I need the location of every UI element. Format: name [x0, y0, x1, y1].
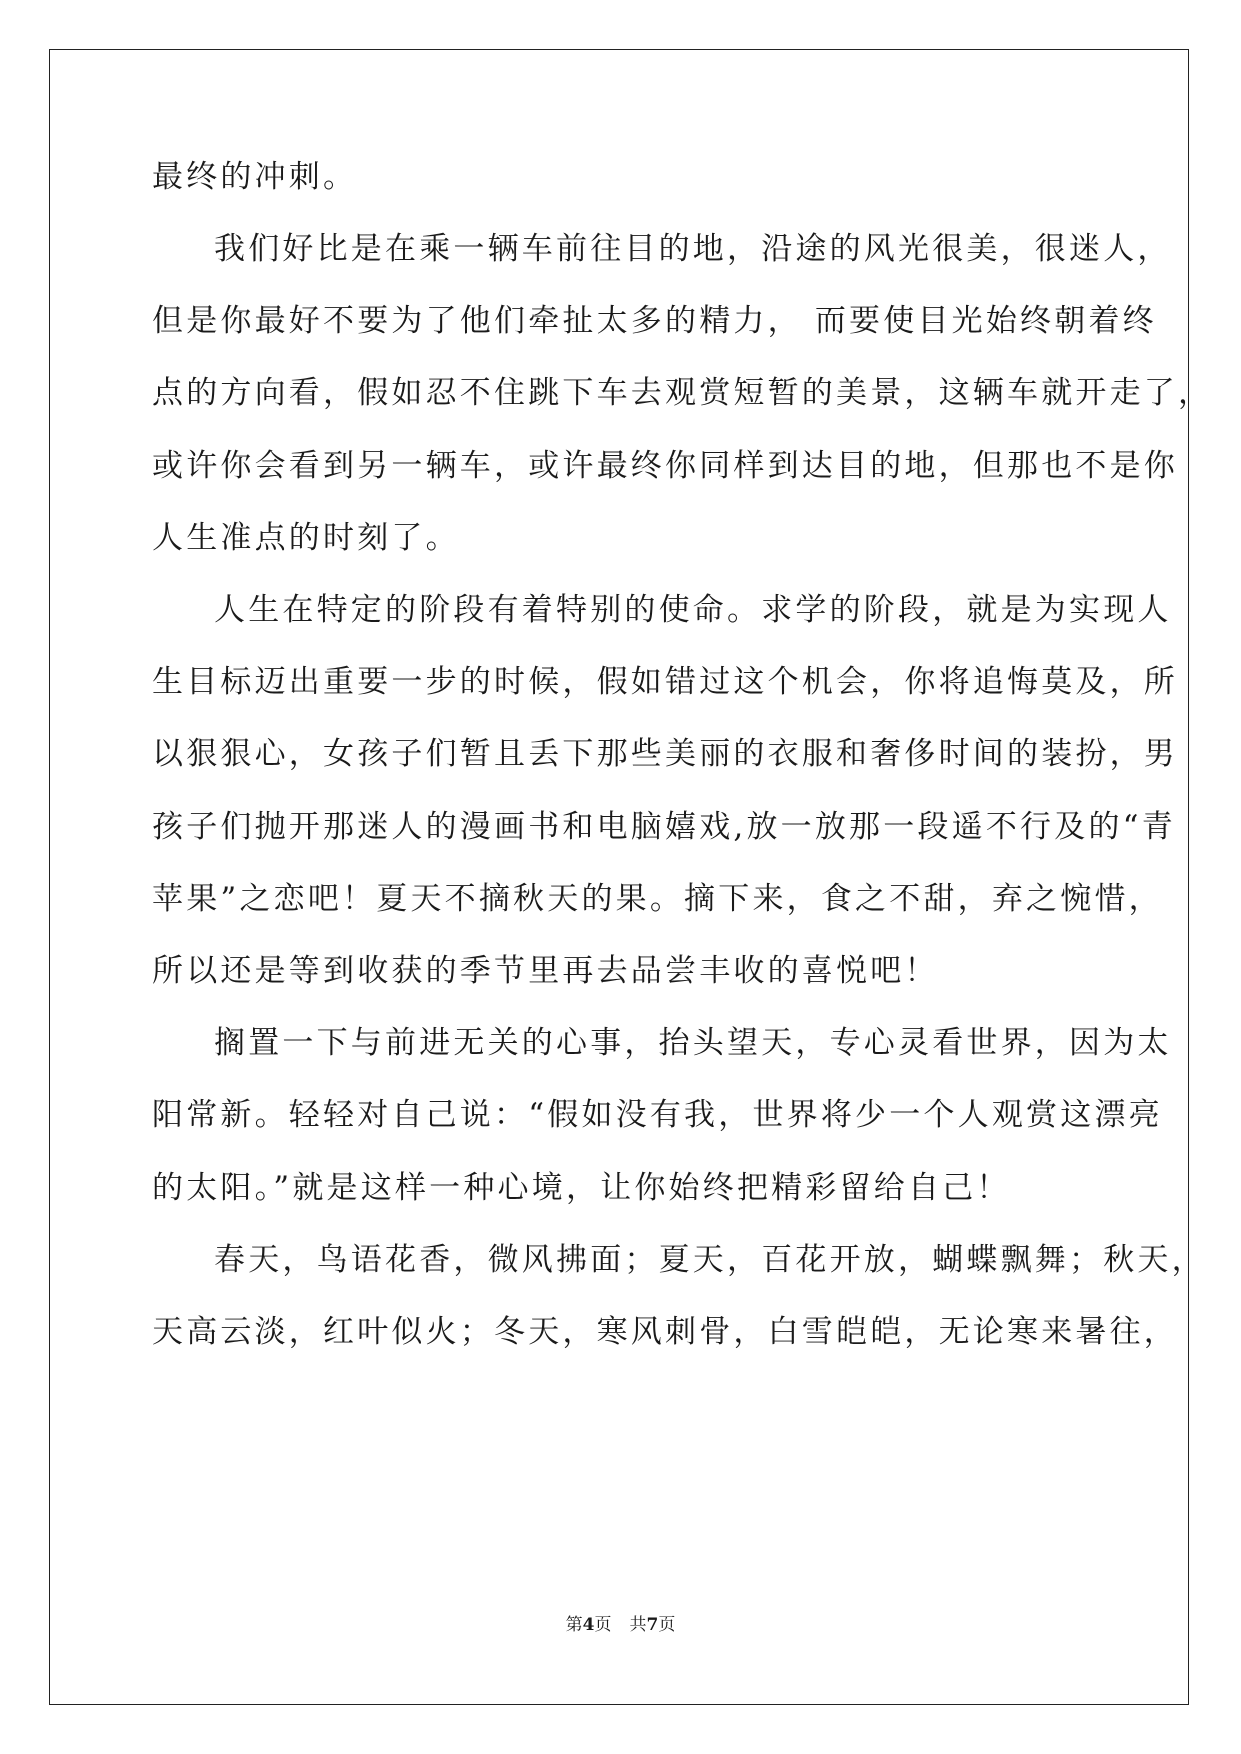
total-label-suffix: 页 — [658, 1615, 676, 1635]
text-line: 人生在特定的阶段有着特别的使命。求学的阶段，就是为实现人 — [214, 592, 1172, 628]
page-border — [49, 49, 1213, 1705]
total-label-prefix: 共 — [629, 1615, 647, 1635]
text-line: 人生准点的时刻了。 — [152, 520, 460, 556]
total-page-number: 7 — [646, 1615, 659, 1635]
text-line: 点的方向看，假如忍不住跳下车去观赏短暂的美景，这辆车就开走了， — [152, 375, 1213, 411]
text-line: 天高云淡，红叶似火；冬天，寒风刺骨，白雪皑皑，无论寒来暑往， — [152, 1314, 1178, 1350]
text-line: 的太阳。”就是这样一种心境，让你始终把精彩留给自己！ — [152, 1170, 1011, 1206]
text-line: 或许你会看到另一辆车，或许最终你同样到达目的地，但那也不是你 — [152, 448, 1178, 484]
text-line: 生目标迈出重要一步的时候，假如错过这个机会，你将追悔莫及，所 — [152, 664, 1178, 700]
text-line: 我们好比是在乘一辆车前往目的地，沿途的风光很美，很迷人， — [214, 231, 1172, 267]
text-line: 苹果”之恋吧！夏天不摘秋天的果。摘下来，食之不甜，弃之惋惜， — [152, 881, 1163, 917]
text-line: 春天，鸟语花香，微风拂面；夏天，百花开放，蝴蝶飘舞；秋天， — [214, 1242, 1206, 1278]
text-line: 所以还是等到收获的季节里再去品尝丰收的喜悦吧！ — [152, 953, 939, 989]
page-footer — [0, 1614, 1241, 1636]
page-label-suffix: 页 — [594, 1615, 612, 1635]
text-line: 但是你最好不要为了他们牵扯太多的精力， 而要使目光始终朝着终 — [152, 303, 1157, 339]
text-line: 以狠狠心，女孩子们暂且丢下那些美丽的衣服和奢侈时间的装扮，男 — [152, 736, 1178, 772]
text-line: 最终的冲刺。 — [152, 159, 358, 195]
text-line: 孩子们抛开那迷人的漫画书和电脑嬉戏,放一放那一段遥不行及的“青 — [152, 809, 1176, 845]
current-page-number: 4 — [582, 1615, 595, 1635]
text-line: 搁置一下与前进无关的心事，抬头望天，专心灵看世界，因为太 — [214, 1025, 1172, 1061]
text-line: 阳常新。轻轻对自己说：“假如没有我，世界将少一个人观赏这漂亮 — [152, 1097, 1163, 1133]
page-label-prefix: 第 — [565, 1615, 583, 1635]
